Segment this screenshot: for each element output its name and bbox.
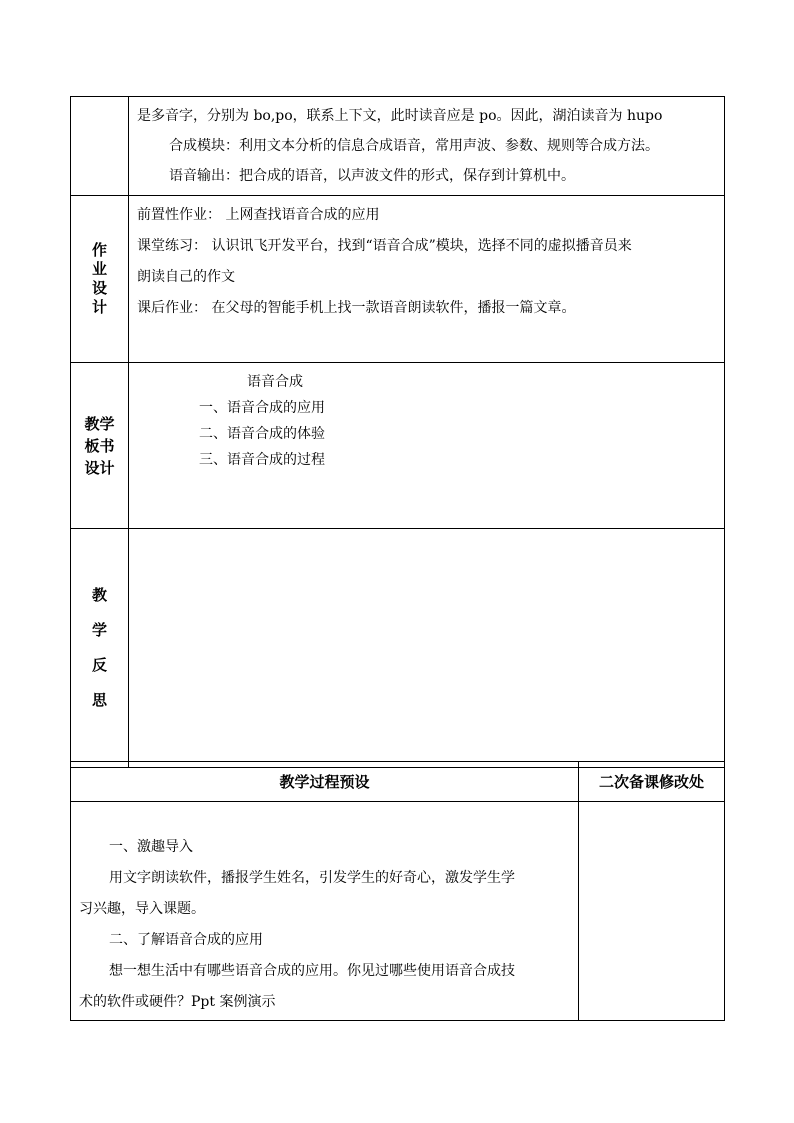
pre-homework-text: 前置性作业： 上网查找语音合成的应用 xyxy=(137,207,380,223)
process-line-2: 用文字朗读软件，播报学生姓名，引发学生的好奇心，激发学生学 xyxy=(109,870,515,886)
continuation-line-1: 是多音字，分别为 bo,po，联系上下文，此时读音应是 po。因此，湖泊读音为 hupo xyxy=(137,108,663,124)
reflection-label-char-2: 学 xyxy=(91,621,107,639)
board-label-line-3: 设计 xyxy=(84,458,115,477)
classwork-text-line-2: 朗读自己的作文 xyxy=(137,269,235,285)
process-header-right: 二次备课修改处 xyxy=(579,762,725,802)
reflection-label-char-3: 反 xyxy=(91,656,107,674)
lesson-plan-table xyxy=(70,96,725,768)
process-line-5: 想一想生活中有哪些语音合成的应用。你见过哪些使用语音合成技 xyxy=(109,963,515,979)
board-item-2: 二、语音合成的体验 xyxy=(199,426,325,442)
continuation-content xyxy=(129,97,725,196)
reflection-row xyxy=(71,529,725,768)
process-line-6: 术的软件或硬件？Ppt 案例演示 xyxy=(79,994,276,1010)
homework-row xyxy=(71,196,725,363)
process-header-left: 教学过程预设 xyxy=(71,762,579,802)
homework-label-char-1: 作 xyxy=(91,241,107,259)
homework-label-char-4: 计 xyxy=(91,298,107,316)
board-design-row xyxy=(71,363,725,529)
reflection-label xyxy=(71,529,129,768)
reflection-label-char-1: 教 xyxy=(91,586,107,604)
homework-label-char-2: 业 xyxy=(91,260,107,278)
board-design-content xyxy=(129,363,725,529)
process-line-4: 二、了解语音合成的应用 xyxy=(109,932,263,948)
process-header-row xyxy=(71,762,725,802)
process-body-row xyxy=(71,802,725,1021)
teaching-process-table xyxy=(70,761,725,1021)
homework-label-char-3: 设 xyxy=(91,279,107,297)
process-content xyxy=(71,802,579,1021)
process-line-1: 一、激趣导入 xyxy=(109,839,193,855)
classwork-text-line-1: 课堂练习： 认识讯飞开发平台，找到“语音合成”模块，选择不同的虚拟播音员来 xyxy=(137,238,632,254)
process-line-3: 习兴趣，导入课题。 xyxy=(79,901,205,917)
reflection-content xyxy=(129,529,725,768)
continuation-line-3: 语音输出：把合成的语音，以声波文件的形式，保存到计算机中。 xyxy=(169,168,575,184)
board-title: 语音合成 xyxy=(247,374,303,390)
continuation-row xyxy=(71,97,725,196)
board-design-label xyxy=(71,363,129,529)
continuation-line-2: 合成模块：利用文本分析的信息合成语音，常用声波、参数、规则等合成方法。 xyxy=(169,138,659,154)
homework-content xyxy=(129,196,725,363)
board-label-line-2: 板书 xyxy=(84,436,115,455)
board-item-3: 三、语音合成的过程 xyxy=(199,452,325,468)
board-label-line-1: 教学 xyxy=(84,414,115,433)
empty-label-cell xyxy=(71,97,129,196)
revision-notes-cell xyxy=(579,802,725,1021)
reflection-label-char-4: 思 xyxy=(91,691,107,709)
after-class-homework-text: 课后作业： 在父母的智能手机上找一款语音朗读软件，播报一篇文章。 xyxy=(137,300,576,316)
homework-label xyxy=(71,196,129,363)
board-item-1: 一、语音合成的应用 xyxy=(199,400,325,416)
